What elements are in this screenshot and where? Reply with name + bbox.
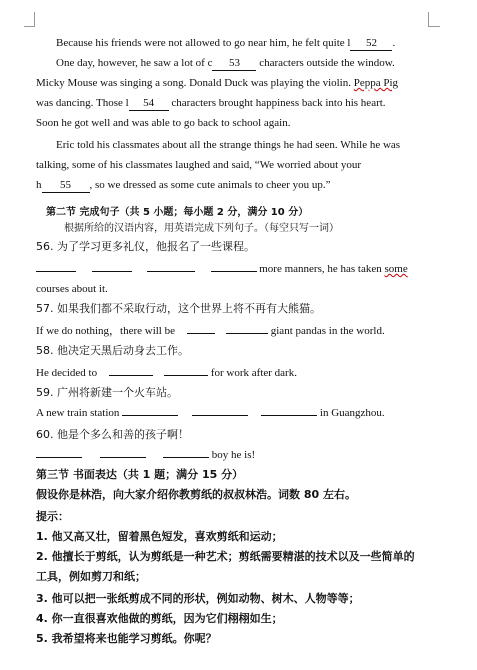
section3-prompt-text: 假设你是林浩，向大家介绍你教剪纸的叔叔林浩。词数 80 左右。 — [36, 488, 356, 501]
q57-chinese-text: 57. 如果我们都不采取行动，这个世界上将不再有大熊猫。 — [36, 302, 321, 315]
q57-chinese — [36, 302, 321, 316]
passage-text: was dancing. Those l — [36, 97, 129, 109]
blank-number: 53 — [228, 57, 240, 69]
passage-text: Eric told his classmates about all the strange things he had seen. While he was — [56, 139, 401, 151]
blank-number: 55 — [60, 179, 71, 191]
section3-prompt — [36, 488, 356, 502]
crop-mark-top-left-h — [24, 26, 35, 27]
q60-blank-2[interactable] — [100, 457, 146, 458]
hint-text: 5. 我希望将来也能学习剪纸。你呢？ — [36, 632, 217, 645]
q60-chinese-text: 60. 他是个多么和善的孩子啊！ — [36, 428, 189, 441]
q58-english-text: He decided to — [36, 367, 98, 379]
passage-text: characters brought happiness back into his heart. — [171, 97, 386, 109]
passage-line-53 — [56, 56, 395, 71]
q59-chinese-text: 59. 广州将新建一个火车站。 — [36, 386, 178, 399]
passage-text: talking, some of his classmates laughed and said, “We worried about your — [36, 159, 362, 171]
q60-english-text: boy he is! — [211, 449, 256, 461]
passage-text: Micky Mouse was singing a song. Donald Duck was playing the violin. — [36, 77, 351, 89]
hint-text: 2. 他擅长于剪纸，认为剪纸是一种艺术；剪纸需要精湛的技术以及一些简单的 — [36, 550, 415, 563]
passage-line-micky — [36, 76, 398, 90]
peppa-pig-text: Peppa Pig — [353, 77, 399, 89]
q59-chinese — [36, 386, 178, 400]
passage-text: Because his friends were not allowed to go near him, he felt quite l — [56, 37, 351, 49]
hint-text: 工具，例如剪刀和纸； — [36, 570, 146, 583]
q57-english — [36, 324, 385, 338]
q56-english — [36, 262, 408, 276]
blank-55 — [42, 178, 90, 193]
hint-text: 1. 他又高又壮，留着黑色短发，喜欢剪纸和运动； — [36, 530, 283, 543]
passage-line-talking — [36, 158, 361, 172]
q59-blank-3[interactable] — [261, 415, 317, 416]
hint-item — [36, 612, 283, 626]
q57-blank-1[interactable] — [187, 333, 215, 334]
q59-blank-1[interactable] — [122, 415, 178, 416]
hint-label — [36, 510, 69, 524]
blank-53 — [212, 56, 256, 71]
hint-item — [36, 550, 415, 564]
q59-english-text-b: in Guangzhou. — [319, 407, 385, 419]
passage-line-eric — [56, 138, 400, 152]
q56-blank-3[interactable] — [147, 271, 195, 272]
q56-chinese-text: 56. 为了学习更多礼仪，他报名了一些课程。 — [36, 240, 255, 253]
hint-text: 3. 他可以把一张纸剪成不同的形状，例如动物、树木、人物等等； — [36, 592, 360, 605]
q57-english-text: If we do nothing，there will be — [36, 325, 175, 337]
q58-chinese-text: 58. 他决定天黑后动身去工作。 — [36, 344, 189, 357]
q60-english — [36, 448, 255, 462]
crop-mark-top-left — [34, 12, 35, 26]
q59-blank-2[interactable] — [192, 415, 248, 416]
hint-item — [36, 592, 360, 606]
q56-some-text: some — [384, 263, 408, 275]
hint-item — [36, 530, 283, 544]
crop-mark-top-right — [428, 12, 429, 26]
q59-english — [36, 406, 385, 420]
q60-blank-1[interactable] — [36, 457, 82, 458]
blank-52 — [350, 36, 392, 51]
passage-text: , so we dressed as some cute animals to cheer you up.” — [89, 179, 331, 191]
q56-blank-1[interactable] — [36, 271, 76, 272]
passage-line-54 — [36, 96, 386, 111]
q57-english-text-b: giant pandas in the world. — [270, 325, 385, 337]
section2-instruction — [64, 222, 339, 236]
section3-heading-text: 第三节 书面表达（共 1 题；满分 15 分） — [36, 468, 244, 481]
passage-text: One day, however, he saw a lot of c — [56, 57, 213, 69]
crop-mark-top-right-h — [428, 26, 440, 27]
q56-blank-2[interactable] — [92, 271, 132, 272]
passage-text: . — [392, 37, 396, 49]
q58-blank-2[interactable] — [164, 375, 208, 376]
q58-english — [36, 366, 297, 380]
q60-chinese — [36, 428, 189, 442]
q58-chinese — [36, 344, 189, 358]
q60-blank-3[interactable] — [163, 457, 209, 458]
section2-heading-text: 第二节 完成句子（共 5 小题；每小题 2 分，满分 10 分） — [46, 207, 309, 218]
passage-text: Soon he got well and was able to go back to school again. — [36, 117, 291, 129]
q56-chinese — [36, 240, 255, 254]
q57-blank-2[interactable] — [226, 333, 268, 334]
section2-instruction-text: 根据所给的汉语内容，用英语完成下列句子。（每空只写一词） — [64, 223, 339, 234]
q56-blank-4[interactable] — [211, 271, 257, 272]
section2-heading — [46, 206, 308, 220]
blank-54 — [129, 96, 169, 111]
blank-number: 54 — [143, 97, 155, 109]
hint-label-text: 提示： — [36, 510, 69, 523]
q58-blank-1[interactable] — [109, 375, 153, 376]
blank-number: 52 — [365, 37, 377, 49]
passage-text: characters outside the window. — [259, 57, 395, 69]
hint-item — [36, 570, 146, 584]
hint-text: 4. 你一直很喜欢他做的剪纸，因为它们栩栩如生； — [36, 612, 283, 625]
section3-heading — [36, 468, 243, 482]
passage-text: h — [36, 179, 42, 191]
q59-english-text: A new train station — [36, 407, 120, 419]
passage-line-soon — [36, 116, 290, 130]
passage-line-52 — [56, 36, 395, 51]
q56-english-cont — [36, 282, 108, 296]
q58-english-text-b: for work after dark. — [210, 367, 297, 379]
q56-english-text-cont: courses about it. — [36, 283, 108, 295]
q56-english-text: more manners, he has taken — [259, 263, 382, 275]
passage-line-55 — [36, 178, 331, 193]
hint-item — [36, 632, 217, 646]
